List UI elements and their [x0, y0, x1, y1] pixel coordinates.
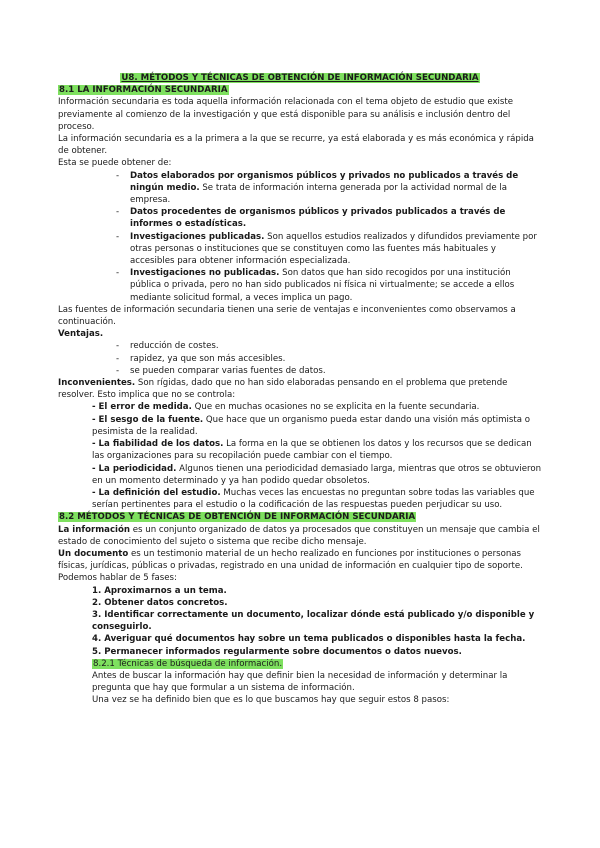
paragraph-sources-intro: Esta se puede obtener de: — [58, 158, 172, 169]
list-item: - Investigaciones no publicadas. Son datos que han sido recogidos por una institución pública o privada, pero no han sido publicados ni física ni virtualmente; se accede a ellos mediante solicitud formal, a veces implica un pago. — [116, 267, 542, 304]
list-item: - rapidez, ya que son más accesibles. — [116, 353, 542, 365]
phases-list — [58, 585, 542, 707]
inconvenientes-list — [58, 401, 542, 511]
list-item: - reducción de costes. — [116, 340, 542, 352]
section-8-1-heading: 8.1 LA INFORMACIÓN SECUNDARIA — [59, 85, 228, 96]
ventajas-label: Ventajas. — [58, 329, 104, 340]
list-item: 3. Identificar correctamente un documento, localizar dónde está publicado y/o disponible y conseguirlo. — [92, 609, 535, 633]
list-item: - El sesgo de la fuente. Que hace que un organismo pueda estar dando una visión más optimista o pesimista de la realidad. — [92, 414, 530, 437]
subsection-8-2-1-heading: 8.2.1 Técnicas de búsqueda de información. — [93, 658, 283, 669]
paragraph-definition: Información secundaria es toda aquella información relacionada con el tema objeto de estudio que existe previamente al comienzo de la investigación y que está disponible para su análisis e inclusión dentro del proceso. — [58, 97, 514, 132]
list-item: 1. Aproximarnos a un tema. — [92, 585, 227, 596]
list-item: - Datos elaborados por organismos públicos y privados no publicados a través de ningún medio. Se trata de información interna generada por la actividad normal de la empresa. — [116, 170, 542, 207]
paragraph-first-resource: La información secundaria es a la primera a la que se recurre, ya está elaborada y es más económica y rápida de obtener. — [58, 134, 534, 157]
list-item: - La fiabilidad de los datos. La forma en la que se obtienen los datos y los recursos que se dedican las organizaciones para su recopilación puede cambiar con el tiempo. — [92, 439, 532, 462]
paragraph-eight-steps: Una vez se ha definido bien que es lo que buscamos hay que seguir estos 8 pasos: — [92, 695, 450, 706]
paragraph-phases-intro: Podemos hablar de 5 fases: — [58, 573, 177, 584]
paragraph-inconvenientes: Inconvenientes. Son rígidas, dado que no han sido elaboradas pensando en el problema que pretende resolver. Esto implica que no se controla: — [58, 378, 508, 401]
sources-list — [58, 170, 542, 304]
list-item: - Datos procedentes de organismos públicos y privados publicados a través de informes o estadísticas. — [116, 206, 542, 230]
ventajas-list — [58, 340, 542, 377]
list-item: - se pueden comparar varias fuentes de datos. — [116, 365, 542, 377]
paragraph-documento: Un documento es un testimonio material de un hecho realizado en funciones por instituciones o personas físicas, jurídicas, públicas o privadas, registrado en una unidad de información en cualquier tipo de soporte. — [58, 548, 523, 572]
list-item: - La periodicidad. Algunos tienen una periodicidad demasiado larga, mientras que otros se obtuvieron en un momento determinado y ya han podido quedar obsoletos. — [92, 463, 542, 486]
paragraph-informacion: La información es un conjunto organizado de datos ya procesados que constituyen un mensaje que cambia el estado de conocimiento del sujeto o sistema que recibe dicho mensaje. — [58, 524, 540, 547]
document-title: U8. MÉTODOS Y TÉCNICAS DE OBTENCIÓN DE INFORMACIÓN SECUNDARIA — [121, 73, 479, 83]
paragraph-search-definition: Antes de buscar la información hay que definir bien la necesidad de información y determinar la pregunta que hay que formular a un sistema de información. — [92, 670, 508, 694]
list-item: 5. Permanecer informados regularmente sobre documentos o datos nuevos. — [92, 646, 462, 657]
list-item: 2. Obtener datos concretos. — [92, 597, 228, 608]
section-8-2-heading: 8.2 MÉTODOS Y TÉCNICAS DE OBTENCIÓN DE INFORMACIÓN SECUNDARIA — [59, 512, 416, 523]
list-item: - La definición del estudio. Muchas veces las encuestas no preguntan sobre todas las variables que serían pertinentes para el estudio o la codificación de las respuestas pueden perjudicar su uso. — [92, 487, 535, 511]
list-item: - Investigaciones publicadas. Son aquellos estudios realizados y difundidos previamente por otras personas o instituciones que se constituyen como las fuentes más habituales y accesibles para obtener información especializada. — [116, 231, 542, 268]
paragraph-pros-cons-intro: Las fuentes de información secundaria tienen una serie de ventajas e inconvenientes como observamos a continuación. — [58, 304, 516, 328]
list-item: 4. Averiguar qué documentos hay sobre un tema publicados o disponibles hasta la fecha. — [92, 634, 526, 645]
list-item: - El error de medida. Que en muchas ocasiones no se explicita en la fuente secundaria. — [92, 402, 480, 413]
